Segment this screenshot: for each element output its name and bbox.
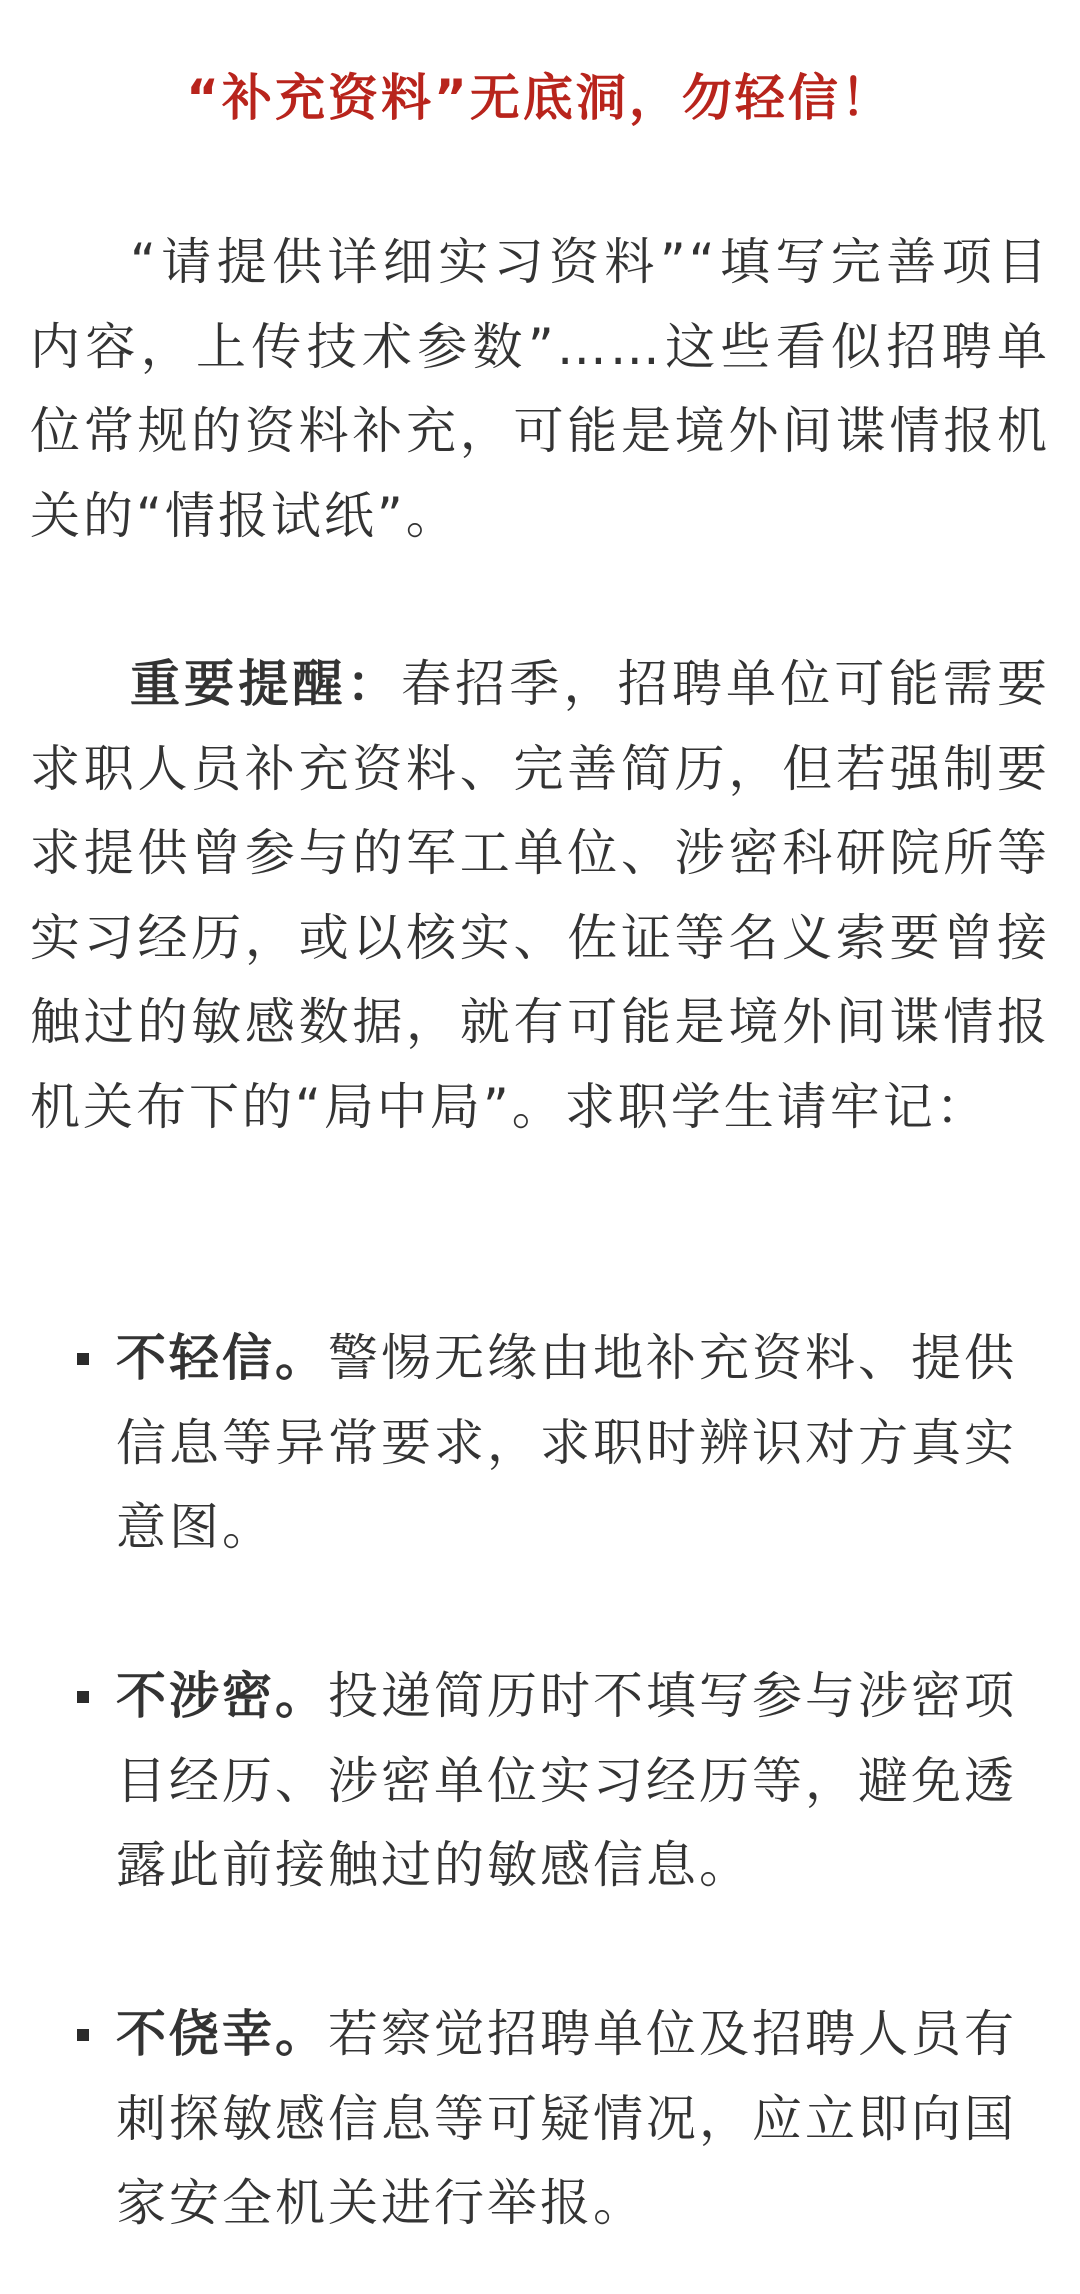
tip-text: 警惕无缘由地补充资料、提供信息等异常要求，求职时辨识对方真实意图。 <box>116 1329 1017 1556</box>
tip-title: 不涉密。 <box>116 1667 328 1725</box>
tip-item-no-secret <box>116 1654 1050 1908</box>
tip-item-no-luck <box>116 1992 1050 2246</box>
intro-paragraph: “请提供详细实习资料”“填写完善项目内容，上传技术参数”……这些看似招聘单位常规的资料补充，可能是境外间谍情报机关的“情报试纸”。 <box>30 233 1050 545</box>
bullet-square-icon <box>77 1691 89 1703</box>
section-heading: “补充资料”无底洞，勿轻信！ <box>186 69 894 127</box>
tip-item-no-trust <box>116 1316 1050 1570</box>
tip-title: 不侥幸。 <box>116 2005 328 2063</box>
reminder-label: 重要提醒： <box>130 655 401 713</box>
bullet-square-icon <box>77 2029 89 2041</box>
reminder-paragraph <box>30 642 1050 1149</box>
reminder-text: 春招季，招聘单位可能需要求职人员补充资料、完善简历，但若强制要求提供曾参与的军工单位、涉密科研院所等实习经历，或以核实、佐证等名义索要曾接触过的敏感数据，就有可能是境外间谍情报机关布下的“局中局”。求职学生请牢记： <box>30 655 1050 1136</box>
tip-text: 投递简历时不填写参与涉密项目经历、涉密单位实习经历等，避免透露此前接触过的敏感信息。 <box>116 1667 1017 1894</box>
tip-title: 不轻信。 <box>116 1329 328 1387</box>
tip-text: 若察觉招聘单位及招聘人员有刺探敏感信息等可疑情况，应立即向国家安全机关进行举报。 <box>116 2005 1017 2232</box>
bullet-square-icon <box>77 1353 89 1365</box>
